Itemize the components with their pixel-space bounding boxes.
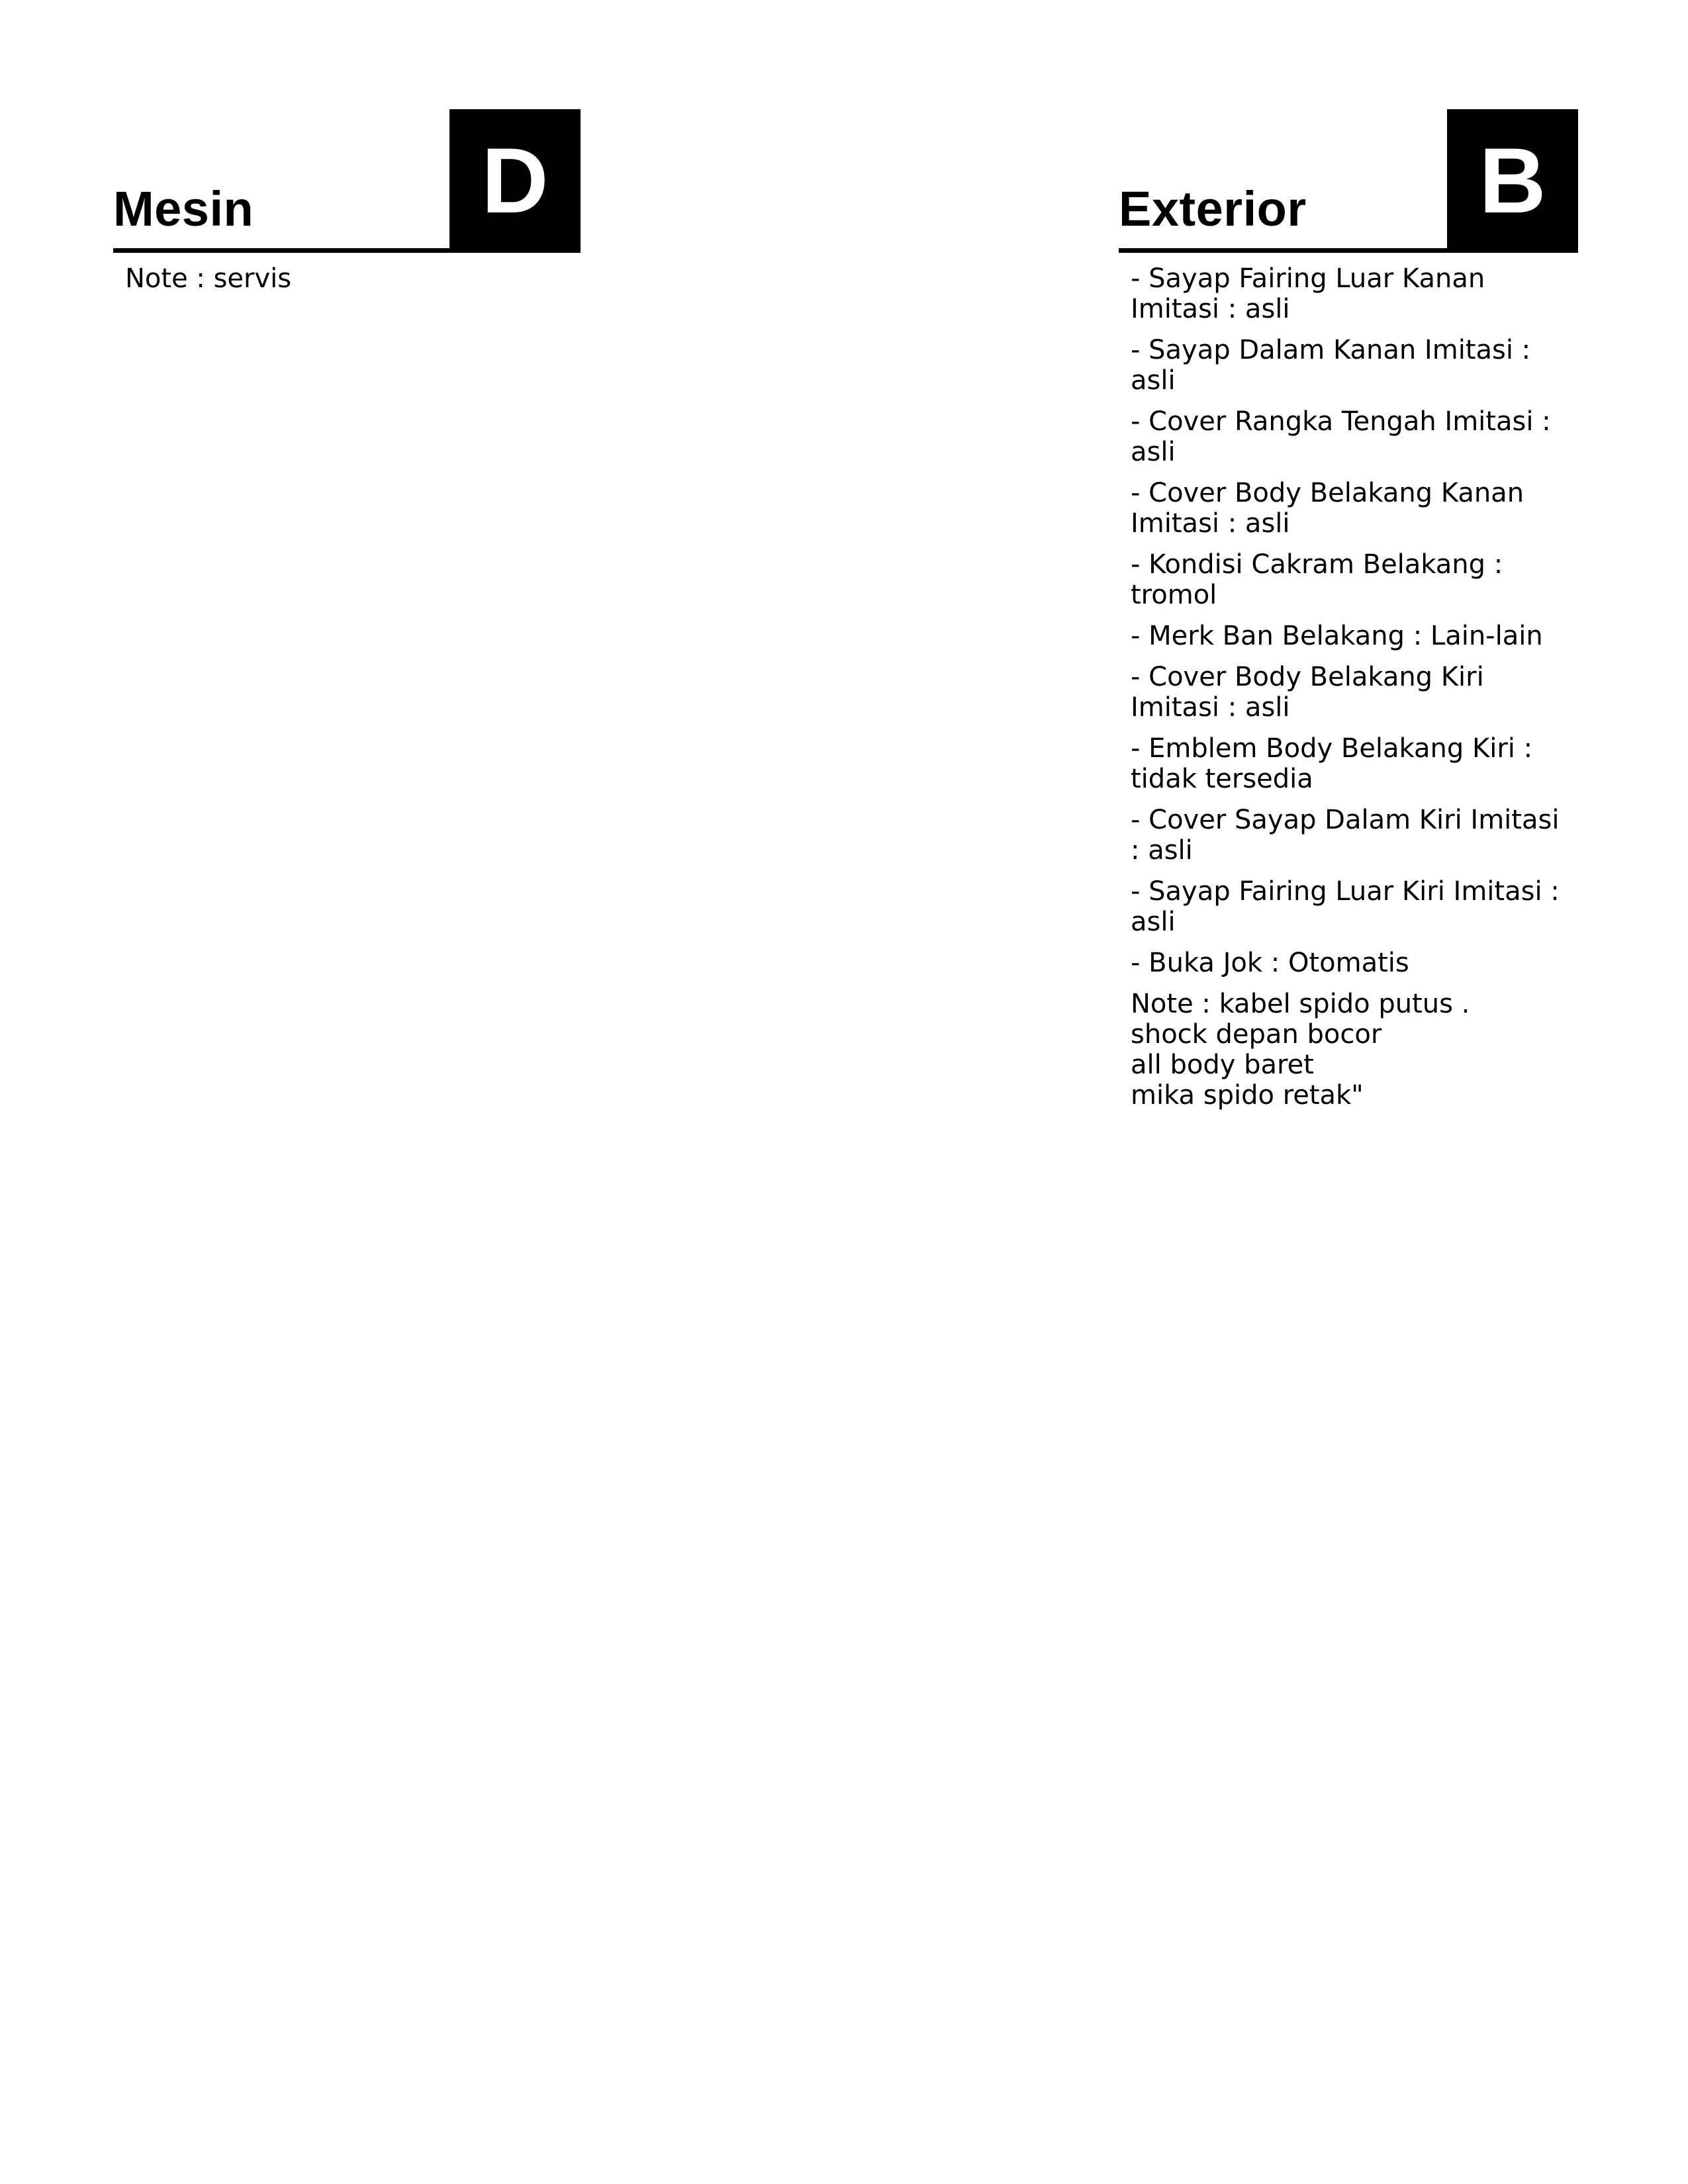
exterior-body: [1119, 263, 1578, 1111]
mesin-title: Mesin: [113, 181, 254, 236]
exterior-item: - Cover Body Belakang Kanan Imitasi : asli: [1131, 478, 1532, 539]
exterior-item: - Cover Rangka Tengah Imitasi : asli: [1131, 406, 1560, 467]
mesin-section: [113, 109, 581, 294]
exterior-item: - Emblem Body Belakang Kiri : tidak tersedia: [1131, 733, 1541, 794]
mesin-header: [113, 109, 581, 253]
exterior-grade-badge: B: [1447, 109, 1578, 248]
exterior-item: - Cover Sayap Dalam Kiri Imitasi : asli: [1131, 805, 1568, 866]
exterior-item: - Kondisi Cakram Belakang : tromol: [1131, 549, 1511, 610]
exterior-item: - Sayap Fairing Luar Kiri Imitasi : asli: [1131, 876, 1568, 937]
exterior-item: - Merk Ban Belakang : Lain-lain: [1131, 621, 1543, 651]
exterior-item: - Cover Body Belakang Kiri Imitasi : asli: [1131, 662, 1493, 723]
exterior-item: - Buka Jok : Otomatis: [1131, 948, 1409, 978]
mesin-note: Note : servis: [125, 263, 292, 294]
exterior-note: Note : kabel spido putus . shock depan bocor all body baret mika spido retak": [1131, 989, 1470, 1111]
exterior-section: [1119, 109, 1578, 1121]
exterior-header: [1119, 109, 1578, 253]
exterior-item: - Sayap Dalam Kanan Imitasi : asli: [1131, 335, 1539, 396]
exterior-title: Exterior: [1119, 181, 1307, 236]
mesin-body: [113, 263, 581, 294]
mesin-grade-badge: D: [449, 109, 581, 248]
exterior-item: - Sayap Fairing Luar Kanan Imitasi : asli: [1131, 263, 1493, 324]
